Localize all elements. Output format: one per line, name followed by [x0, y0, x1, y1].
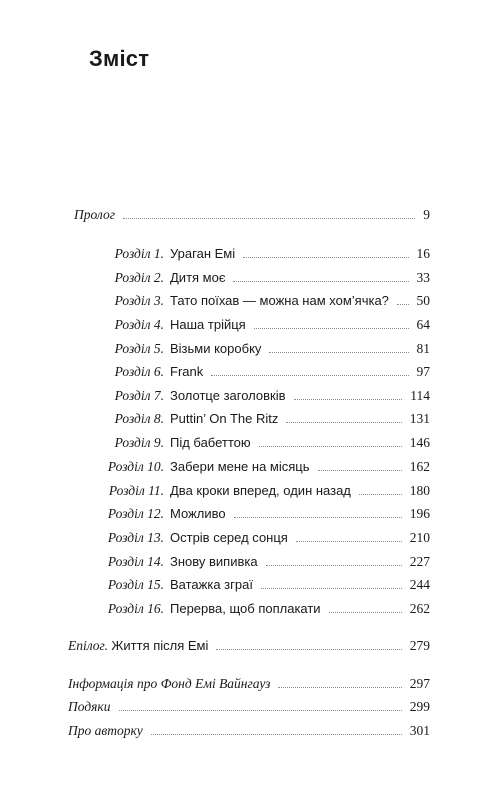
- toc-prefix: Розділ 12.: [107, 506, 164, 521]
- toc-entry-chapter-11: [68, 480, 430, 502]
- toc-entry-epilogue: [68, 635, 430, 657]
- toc-entry-chapter-3: [68, 290, 430, 312]
- toc-page-number: 162: [409, 459, 430, 474]
- toc-entry-acknowledgements: [68, 696, 430, 718]
- toc-page-number: 131: [409, 411, 430, 426]
- dot-leader: [123, 217, 415, 219]
- toc-page-number: 299: [409, 699, 430, 714]
- toc-entry-chapter-16: [68, 598, 430, 620]
- toc-prefix: Епілог.: [68, 638, 109, 653]
- toc-page-number: 50: [416, 293, 430, 308]
- dot-leader: [329, 611, 402, 613]
- toc-page-number: 16: [416, 246, 430, 261]
- toc-entry-chapter-5: [68, 338, 430, 360]
- toc-entry-chapter-12: [68, 503, 430, 525]
- dot-leader: [269, 351, 408, 353]
- toc-prefix: Про авторку: [68, 723, 143, 738]
- toc-page-number: 196: [409, 506, 430, 521]
- dot-leader: [259, 445, 402, 447]
- toc-page-number: 279: [409, 638, 430, 653]
- toc-title: Ватажка зграї: [170, 577, 253, 592]
- toc-page-number: 81: [416, 341, 430, 356]
- toc-entry-chapter-8: [68, 408, 430, 430]
- dot-leader: [296, 540, 402, 542]
- dot-leader: [151, 733, 402, 735]
- toc-title: Забери мене на місяць: [170, 459, 310, 474]
- toc-entry-chapter-1: [68, 243, 430, 265]
- toc-title: Під бабеттою: [170, 435, 251, 450]
- dot-leader: [119, 709, 402, 711]
- toc-title: Візьми коробку: [170, 341, 262, 356]
- toc-entry-chapter-4: [68, 314, 430, 336]
- toc-entry-chapter-14: [68, 551, 430, 573]
- dot-leader: [359, 493, 402, 495]
- toc-title: Наша трійця: [170, 317, 246, 332]
- toc-page-number: 301: [409, 723, 430, 738]
- toc-title: Тато поїхав — можна нам хом’ячка?: [170, 293, 389, 308]
- toc-page-number: 9: [423, 207, 430, 222]
- dot-leader: [294, 398, 403, 400]
- toc-page-number: 33: [416, 270, 430, 285]
- toc-entry-about-author: [68, 720, 430, 742]
- toc-entry-chapter-13: [68, 527, 430, 549]
- toc-title: Перерва, щоб поплакати: [170, 601, 321, 616]
- dot-leader: [261, 587, 402, 589]
- dot-leader: [286, 421, 401, 423]
- dot-leader: [278, 686, 401, 688]
- toc-prefix: Розділ 14.: [107, 554, 164, 569]
- toc-page-number: 64: [416, 317, 430, 332]
- toc-title: Життя після Емі: [111, 638, 209, 653]
- dot-leader: [397, 303, 409, 305]
- toc-prefix: Подяки: [68, 699, 111, 714]
- toc-page-number: 262: [409, 601, 430, 616]
- page-title: Зміст: [89, 46, 150, 71]
- toc-prefix: Розділ 11.: [108, 483, 164, 498]
- toc-prefix: Розділ 10.: [107, 459, 164, 474]
- toc-title: Золотце заголовків: [170, 388, 286, 403]
- toc-title: Ураган Емі: [170, 246, 236, 261]
- toc-prefix: Інформація про Фонд Емі Вайнгауз: [68, 676, 271, 691]
- dot-leader: [243, 256, 408, 258]
- toc-title: Frank: [170, 364, 204, 379]
- toc-page-number: 180: [409, 483, 430, 498]
- toc-entry-chapter-6: [68, 361, 430, 383]
- dot-leader: [266, 564, 402, 566]
- toc-page-number: 227: [409, 554, 430, 569]
- toc-title: Знову випивка: [170, 554, 258, 569]
- toc-page-number: 210: [409, 530, 430, 545]
- toc-entry-prologue: [68, 204, 430, 226]
- toc-page-number: 244: [409, 577, 430, 592]
- toc-entry-chapter-2: [68, 267, 430, 289]
- toc-prefix: Розділ 9.: [114, 435, 164, 450]
- toc-page-number: 146: [409, 435, 430, 450]
- dot-leader: [318, 469, 402, 471]
- toc-prefix: Пролог: [74, 207, 115, 222]
- dot-leader: [233, 280, 408, 282]
- toc-title: Можливо: [170, 506, 226, 521]
- toc-entry-chapter-10: [68, 456, 430, 478]
- toc-page-number: 97: [416, 364, 430, 379]
- toc-entry-chapter-7: [68, 385, 430, 407]
- toc-title: Puttin’ On The Ritz: [170, 411, 279, 426]
- toc-prefix: Розділ 16.: [107, 601, 164, 616]
- toc-prefix: Розділ 2.: [114, 270, 164, 285]
- toc-page-number: 297: [409, 676, 430, 691]
- toc-prefix: Розділ 7.: [114, 388, 164, 403]
- toc-entry-chapter-9: [68, 432, 430, 454]
- toc-prefix: Розділ 3.: [114, 293, 164, 308]
- toc-entry-foundation-info: [68, 673, 430, 695]
- toc-prefix: Розділ 4.: [114, 317, 164, 332]
- dot-leader: [211, 374, 408, 376]
- toc-prefix: Розділ 13.: [107, 530, 164, 545]
- toc-prefix: Розділ 5.: [114, 341, 164, 356]
- toc-prefix: Розділ 15.: [107, 577, 164, 592]
- toc-title: Два кроки вперед, один назад: [170, 483, 351, 498]
- toc-entry-chapter-15: [68, 574, 430, 596]
- toc-prefix: Розділ 6.: [114, 364, 164, 379]
- toc-page-number: 114: [410, 388, 430, 403]
- toc-title: Острів серед сонця: [170, 530, 288, 545]
- dot-leader: [216, 648, 401, 650]
- toc-prefix: Розділ 8.: [114, 411, 164, 426]
- toc-prefix: Розділ 1.: [114, 246, 164, 261]
- dot-leader: [254, 327, 409, 329]
- toc-title: Дитя моє: [170, 270, 226, 285]
- dot-leader: [234, 516, 402, 518]
